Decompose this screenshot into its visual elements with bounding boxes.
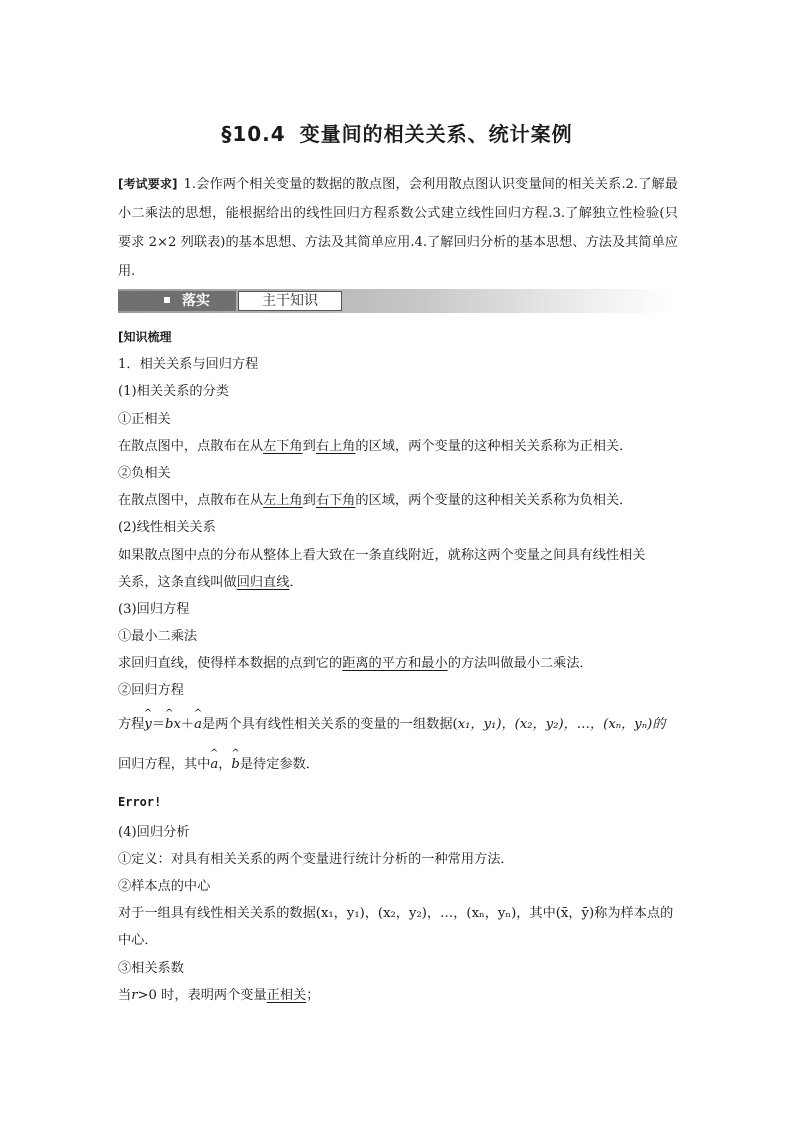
underlined-term: 左上角 xyxy=(263,493,303,509)
text-run: 关系，这条直线叫做 xyxy=(118,574,237,590)
text-run: 的方法叫做最小二乘法． xyxy=(447,656,593,672)
sample-center-title: ②样本点的中心 xyxy=(118,879,211,894)
exam-requirements xyxy=(118,170,678,286)
underlined-term: 右上角 xyxy=(315,438,356,454)
heading-1-2: (2)线性相关关系 xyxy=(118,520,216,536)
negative-corr-text xyxy=(118,487,678,514)
text-run: 到 xyxy=(302,493,316,509)
section-title: 变量间的相关关系、统计案例 xyxy=(299,122,573,146)
section-banner xyxy=(118,289,676,313)
regression-eq-line1 xyxy=(118,705,678,745)
regression-eq-line2 xyxy=(118,745,678,785)
knowledge-tag: [知识梳理 xyxy=(118,330,172,344)
underlined-term: 正相关 xyxy=(266,987,307,1003)
text-run: 是两个具有线性相关关系的变量的一组数据( xyxy=(201,716,458,732)
linear-corr-line1: 如果散点图中点的分布从整体上看大致在一条直线附近，就称这两个变量之间具有线性相关 xyxy=(118,547,646,563)
text-run: 的区域，两个变量的这种相关关系称为正相关． xyxy=(355,438,633,454)
heading-1-4: (4)回归分析 xyxy=(118,824,190,840)
least-squares-title: ①最小二乘法 xyxy=(118,629,198,645)
text-run: ， xyxy=(218,756,232,772)
r-var: r xyxy=(131,987,138,1003)
heading-1: 1．相关关系与回归方程 xyxy=(118,357,259,373)
requirements-tag: [考试要求] xyxy=(118,177,178,191)
underlined-term: 左下角 xyxy=(263,438,303,454)
text-run: ； xyxy=(306,987,320,1003)
text-run: 求回归直线，使得样本数据的点到它的 xyxy=(118,656,343,672)
page-title xyxy=(0,118,794,147)
error-text: Error! xyxy=(118,794,162,809)
linear-corr-line2 xyxy=(118,569,678,596)
data-points: x₁，y₁)，(x₂，y₂)，…，(xₙ，yₙ)的 xyxy=(457,716,666,732)
square-bullet-icon xyxy=(164,297,170,303)
underlined-term: 回归直线 xyxy=(236,574,290,590)
positive-corr-text xyxy=(118,433,678,460)
banner-left xyxy=(118,291,236,311)
underlined-term: 右下角 xyxy=(315,493,356,509)
text-run: ＋ xyxy=(180,716,195,732)
text-run: 是待定参数． xyxy=(239,756,319,772)
heading-1-1: (1)相关关系的分类 xyxy=(118,384,229,400)
text-run: 方程 xyxy=(118,716,145,732)
text-run: 回归方程，其中 xyxy=(118,756,211,772)
requirements-text: 1.会作两个相关变量的数据的散点图，会利用散点图认识变量间的相关关系.2.了解最小二乘法的思想，能根据给出的线性回归方程系数公式建立线性回归方程.3.了解独立性检验(只要求 2×2 列联表)的基本思想、方法及其简单应用.4.了解回归分析的基本思想、方法及其简单应用. xyxy=(118,177,678,279)
regression-eq-title: ②回归方程 xyxy=(118,683,184,699)
banner-left-label: 落实 xyxy=(182,293,210,309)
analysis-definition: ①定义：对具有相关关系的两个变量进行统计分析的一种常用方法． xyxy=(118,851,514,867)
y-hat: ^ y xyxy=(144,705,151,745)
text-run: ． xyxy=(289,574,303,590)
section-number: §10.4 xyxy=(221,122,286,146)
text-run: 的区域，两个变量的这种相关关系称为负相关． xyxy=(355,493,633,509)
a-hat: ^ a xyxy=(194,705,202,745)
negative-corr-title: ②负相关 xyxy=(118,465,171,481)
corr-coef-title: ③相关系数 xyxy=(118,960,184,976)
banner-right-label: 主干知识 xyxy=(238,291,342,311)
text-run: 在散点图中，点散布在从 xyxy=(118,438,264,454)
text-run: ＝ xyxy=(151,716,166,732)
sample-center-line1: 对于一组具有线性相关关系的数据(x₁，y₁)，(x₂，y₂)，…，(xₙ，yₙ)，其中(x̄，ȳ)称为样本点的 xyxy=(118,906,674,922)
heading-1-3: (3)回归方程 xyxy=(118,601,190,617)
corr-coef-text xyxy=(118,982,678,1009)
positive-corr-title: ①正相关 xyxy=(118,411,171,427)
b-hat: ^ b xyxy=(165,705,173,745)
least-squares-text xyxy=(118,650,678,677)
a-hat: ^ a xyxy=(210,745,218,785)
text-run: 当 xyxy=(118,987,132,1003)
text-run: >0 时，表明两个变量 xyxy=(137,987,267,1003)
text-run: 到 xyxy=(302,438,316,454)
text-run: 在散点图中，点散布在从 xyxy=(118,493,264,509)
knowledge-body xyxy=(118,324,678,1009)
x-var: x xyxy=(173,716,181,732)
sample-center-line2: 中心． xyxy=(118,933,158,949)
underlined-term: 距离的平方和最小 xyxy=(342,656,448,672)
b-hat: ^ b xyxy=(231,745,239,785)
